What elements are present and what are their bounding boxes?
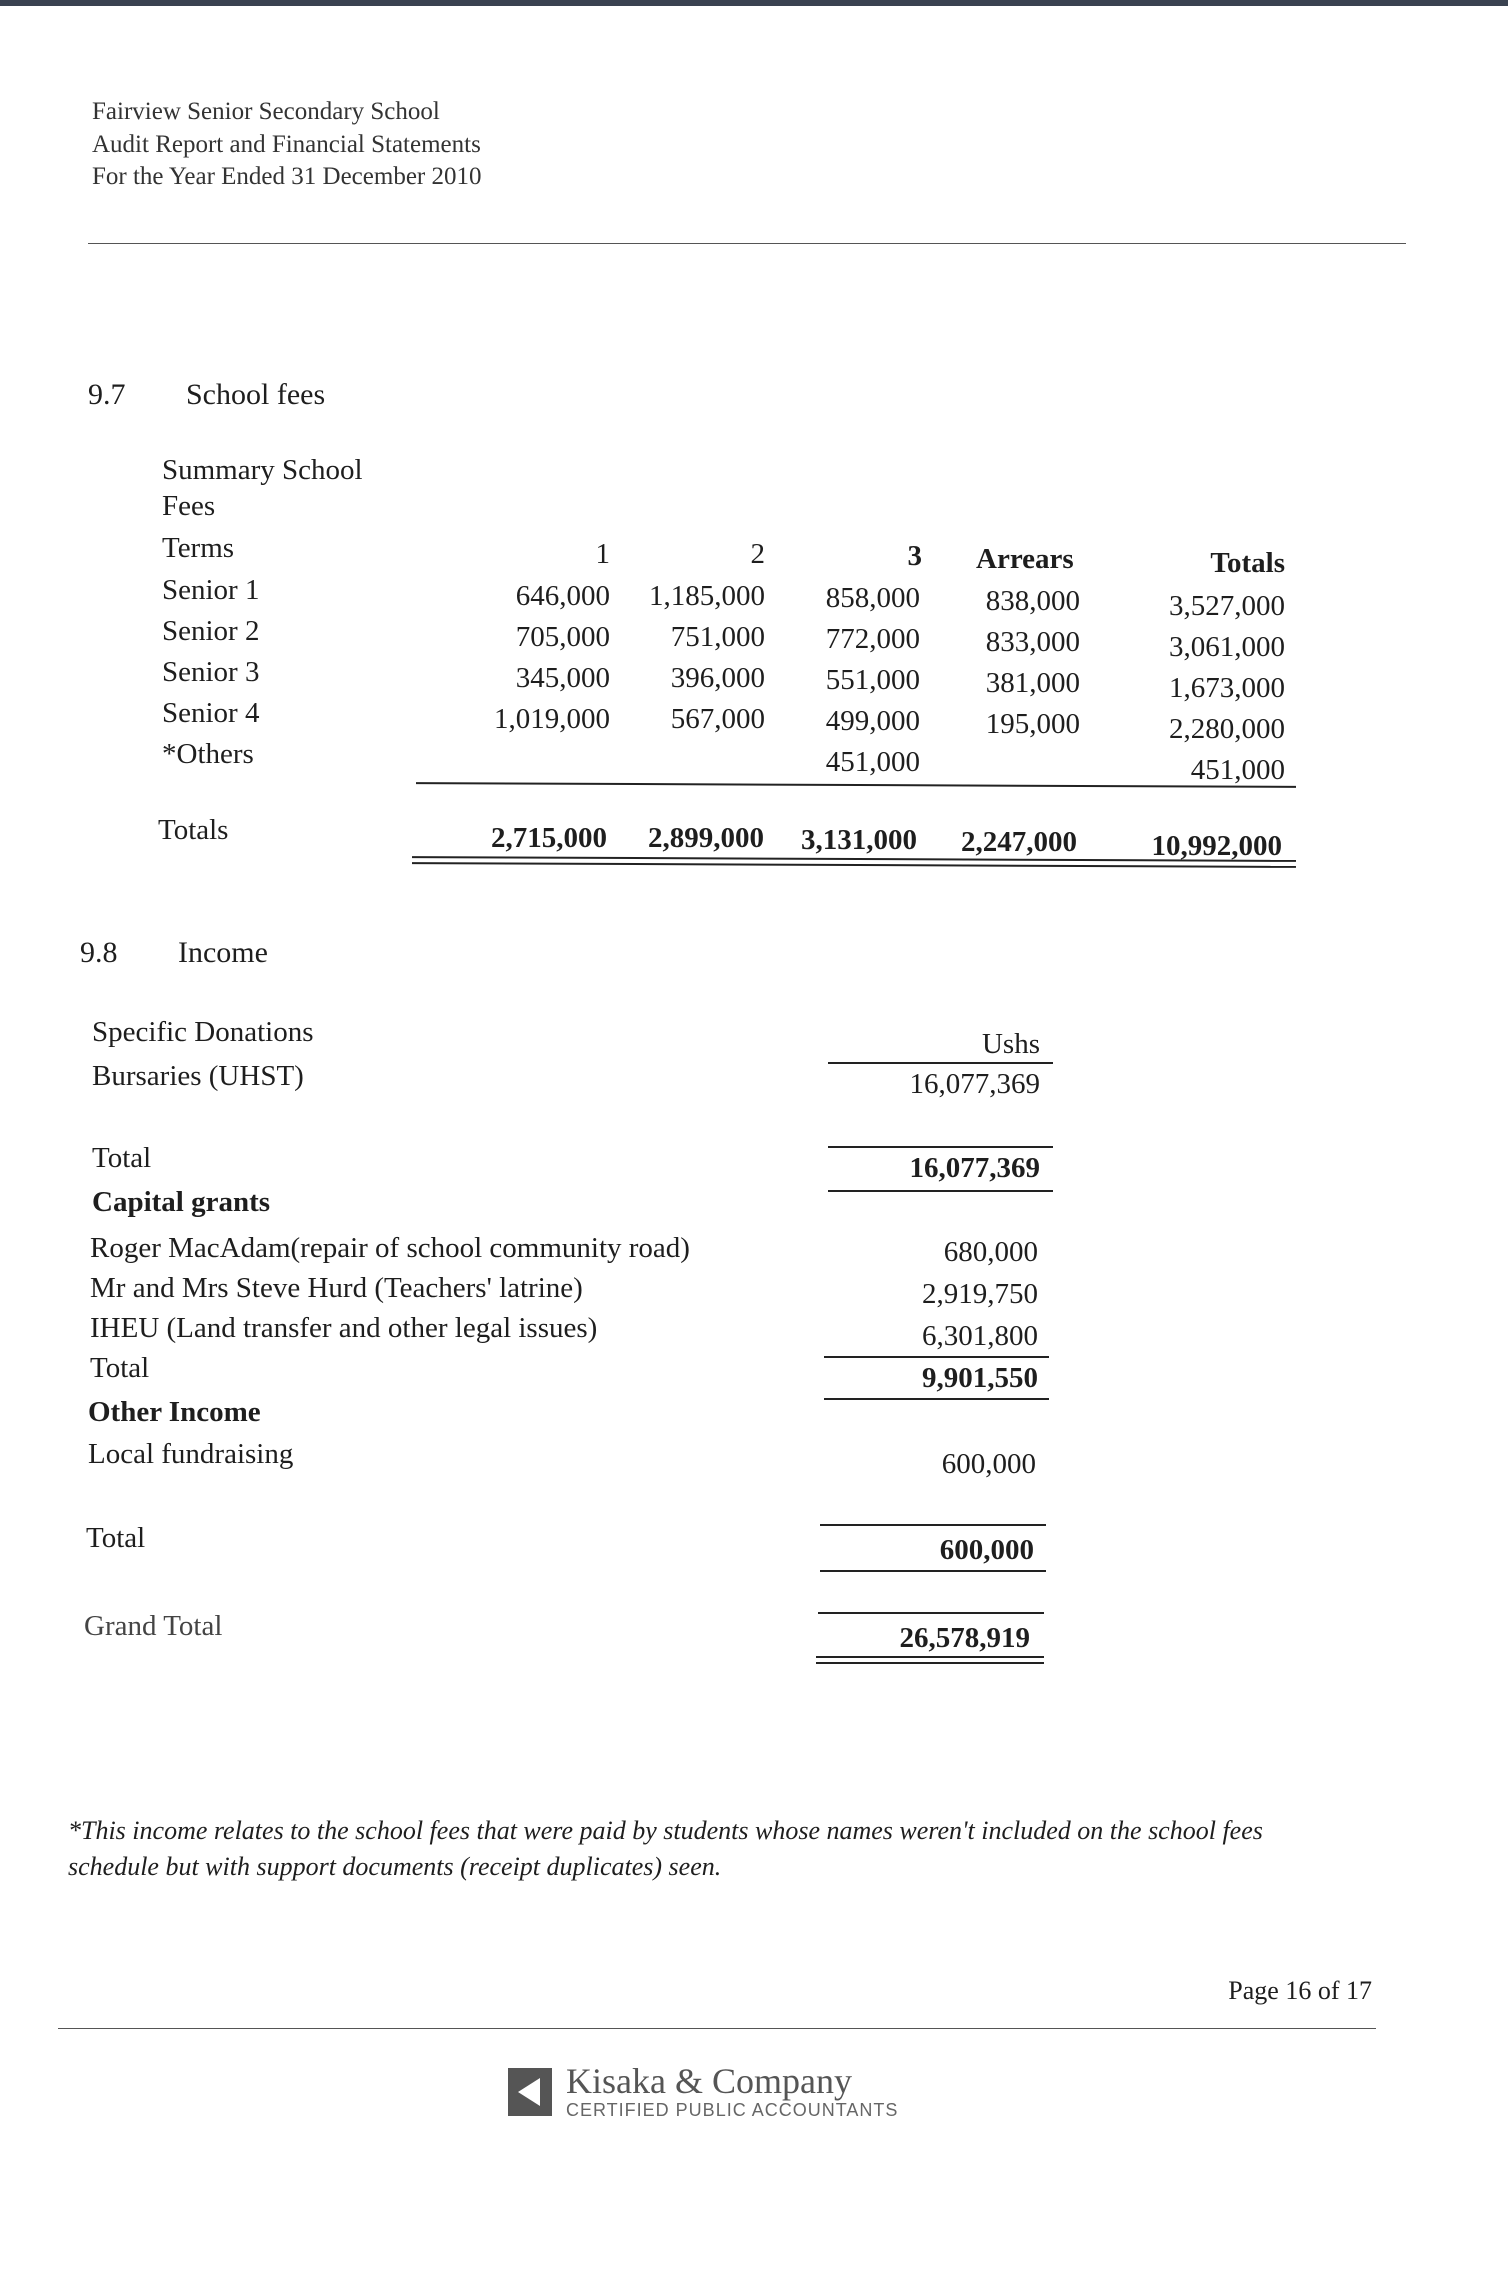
- footnote-line2: schedule but with support documents (receipt duplicates) seen.: [68, 1852, 722, 1881]
- col-header-terms: Terms: [162, 532, 235, 564]
- header-report-title: Audit Report and Financial Statements: [92, 131, 481, 158]
- local-fundraising-label: Local fundraising: [88, 1438, 294, 1470]
- footnote-line1: *This income relates to the school fees that were paid by students whose names weren't included on the school fees: [68, 1816, 1263, 1845]
- header-school-name: Fairview Senior Secondary School: [92, 98, 440, 125]
- fees-totals-arrears: 2,247,000: [961, 826, 1077, 858]
- fees-row-label: Senior 2: [162, 615, 260, 647]
- section-98-title: Income: [178, 936, 268, 969]
- summary-heading-line2: Fees: [162, 490, 216, 522]
- fees-cell-t2: 567,000: [670, 703, 765, 735]
- grant-value: 2,919,750: [922, 1278, 1038, 1310]
- fees-cell-total: 2,280,000: [1169, 713, 1285, 745]
- donations-total-label: Total: [92, 1142, 152, 1174]
- fees-totals-label: Totals: [158, 814, 229, 846]
- donations-total-bottom-rule: [828, 1190, 1053, 1192]
- grants-total-bottom-rule: [824, 1398, 1049, 1400]
- fees-cell-t3: 551,000: [825, 664, 920, 696]
- fees-row-label: Senior 1: [162, 574, 260, 606]
- page-number: Page 16 of 17: [1228, 1976, 1372, 2005]
- grand-total-top-rule: [818, 1612, 1044, 1614]
- fees-totals-t3: 3,131,000: [801, 824, 917, 856]
- grant-label: Roger MacAdam(repair of school community road): [90, 1232, 690, 1264]
- col-header-arrears: Arrears: [976, 543, 1074, 575]
- fees-cell-arrears: 381,000: [985, 667, 1080, 699]
- col-header-totals: Totals: [1210, 547, 1285, 579]
- summary-heading-line1: Summary School: [162, 454, 363, 486]
- fees-cell-arrears: 838,000: [985, 585, 1080, 617]
- capital-grants-heading: Capital grants: [92, 1186, 271, 1218]
- fees-cell-t3: 451,000: [825, 746, 920, 778]
- local-fundraising-value: 600,000: [941, 1448, 1036, 1480]
- fees-cell-t1: 705,000: [515, 621, 610, 653]
- fees-cell-t3: 499,000: [825, 705, 920, 737]
- other-total-value: 600,000: [939, 1534, 1034, 1566]
- other-total-label: Total: [86, 1522, 146, 1554]
- fees-cell-t2: 396,000: [670, 662, 765, 694]
- fees-cell-total: 451,000: [1190, 754, 1285, 786]
- grant-label: Mr and Mrs Steve Hurd (Teachers' latrine): [90, 1272, 583, 1304]
- fees-totals-t2: 2,899,000: [648, 822, 764, 854]
- fees-cell-total: 3,527,000: [1169, 590, 1285, 622]
- section-97-number: 9.7: [88, 378, 126, 411]
- fees-cell-t2: 751,000: [670, 621, 765, 653]
- logo-company-name: Kisaka & Company: [566, 2061, 852, 2101]
- fees-row-label: *Others: [162, 738, 254, 770]
- fees-cell-t1: 345,000: [515, 662, 610, 694]
- fees-row-label: Senior 4: [162, 697, 260, 729]
- grand-total-value: 26,578,919: [899, 1622, 1030, 1654]
- fees-cell-t2: 1,185,000: [649, 580, 765, 612]
- fees-cell-arrears: 833,000: [985, 626, 1080, 658]
- other-total-bottom-rule: [820, 1570, 1046, 1572]
- fees-totals-total: 10,992,000: [1151, 830, 1282, 862]
- fees-cell-arrears: 195,000: [985, 708, 1080, 740]
- grants-total-top-rule: [824, 1356, 1049, 1358]
- grant-value: 680,000: [943, 1236, 1038, 1268]
- header-period: For the Year Ended 31 December 2010: [92, 163, 482, 190]
- logo-tagline: CERTIFIED PUBLIC ACCOUNTANTS: [566, 2100, 899, 2120]
- col-header-term-2: 2: [750, 538, 765, 570]
- col-header-term-3: 3: [907, 540, 922, 572]
- section-98-number: 9.8: [80, 936, 118, 969]
- bursaries-value: 16,077,369: [909, 1068, 1040, 1100]
- donations-total-top-rule: [828, 1146, 1053, 1148]
- other-total-top-rule: [820, 1524, 1046, 1526]
- grand-total-label: Grand Total: [84, 1610, 223, 1642]
- specific-donations-heading: Specific Donations: [92, 1016, 314, 1048]
- fees-cell-total: 1,673,000: [1169, 672, 1285, 704]
- kisaka-logo-icon: [508, 2068, 552, 2116]
- header-rule: [88, 243, 1406, 244]
- col-header-term-1: 1: [595, 538, 610, 570]
- fees-cell-t1: 646,000: [515, 580, 610, 612]
- other-income-heading: Other Income: [88, 1396, 261, 1428]
- grant-label: IHEU (Land transfer and other legal issues): [90, 1312, 598, 1344]
- footer-rule: [58, 2028, 1376, 2029]
- fees-cell-t3: 772,000: [825, 623, 920, 655]
- fees-cell-t3: 858,000: [825, 582, 920, 614]
- fees-cell-t1: 1,019,000: [494, 703, 610, 735]
- fees-cell-total: 3,061,000: [1169, 631, 1285, 663]
- grants-total-label: Total: [90, 1352, 150, 1384]
- currency-rule: [828, 1062, 1053, 1064]
- grant-value: 6,301,800: [922, 1320, 1038, 1352]
- currency-label: Ushs: [981, 1028, 1040, 1060]
- grants-total-value: 9,901,550: [922, 1362, 1038, 1394]
- donations-total-value: 16,077,369: [909, 1152, 1040, 1184]
- bursaries-label: Bursaries (UHST): [92, 1060, 304, 1092]
- scan-top-edge: [0, 0, 1508, 6]
- section-97-title: School fees: [186, 378, 326, 411]
- grand-total-double-rule: [816, 1656, 1044, 1664]
- fees-totals-t1: 2,715,000: [491, 822, 607, 854]
- fees-row-label: Senior 3: [162, 656, 260, 688]
